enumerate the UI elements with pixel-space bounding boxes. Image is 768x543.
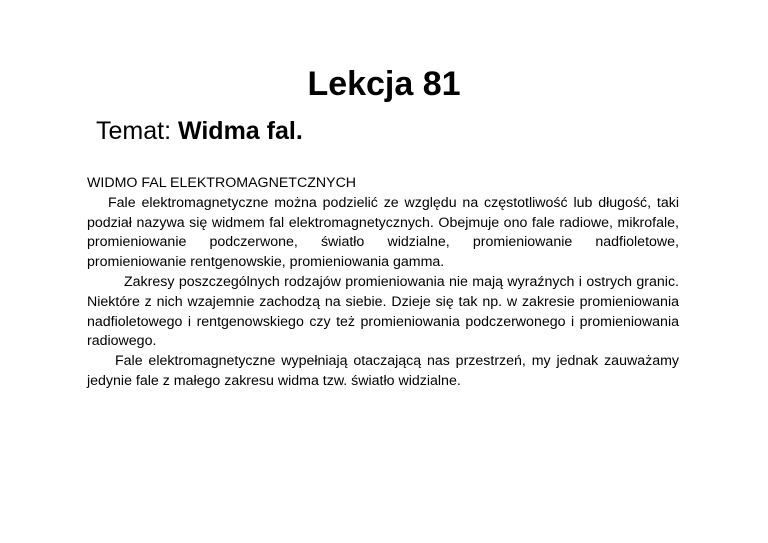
topic-line: [96, 116, 303, 146]
section-heading: WIDMO FAL ELEKTROMAGNETCZNYCH: [87, 175, 357, 191]
paragraph: Fale elektromagnetyczne można podzielić ze względu na częstotliwość lub długość, taki podział nazywa się widmem fal elektromagnetycznych. Obejmuje ono fale radiowe, mikrofale, promieniowanie podczerwone, światło widzialne, promieniowanie nadfioletowe, promieniowanie rentgenowskie, promieniowania gamma.: [87, 194, 679, 271]
paragraph: Zakresy poszczególnych rodzajów promieniowania nie mają wyraźnych i ostrych granic. Niektóre z nich wzajemnie zachodzą na siebie. Dzieje się tak np. w zakresie promieniowania nadfioletowego i rentgenowskiego czy też promieniowania podczerwonego i promieniowania radiowego.: [87, 273, 679, 350]
topic-value: Widma fal.: [177, 117, 303, 145]
paragraph: Fale elektromagnetyczne wypełniają otaczającą nas przestrzeń, my jednak zauważamy jedynie fale z małego zakresu widma tzw. światło widzialne.: [87, 353, 679, 389]
topic-label: Temat:: [96, 117, 172, 145]
lesson-title: Lekcja 81: [307, 65, 461, 103]
body-text: [87, 174, 679, 392]
